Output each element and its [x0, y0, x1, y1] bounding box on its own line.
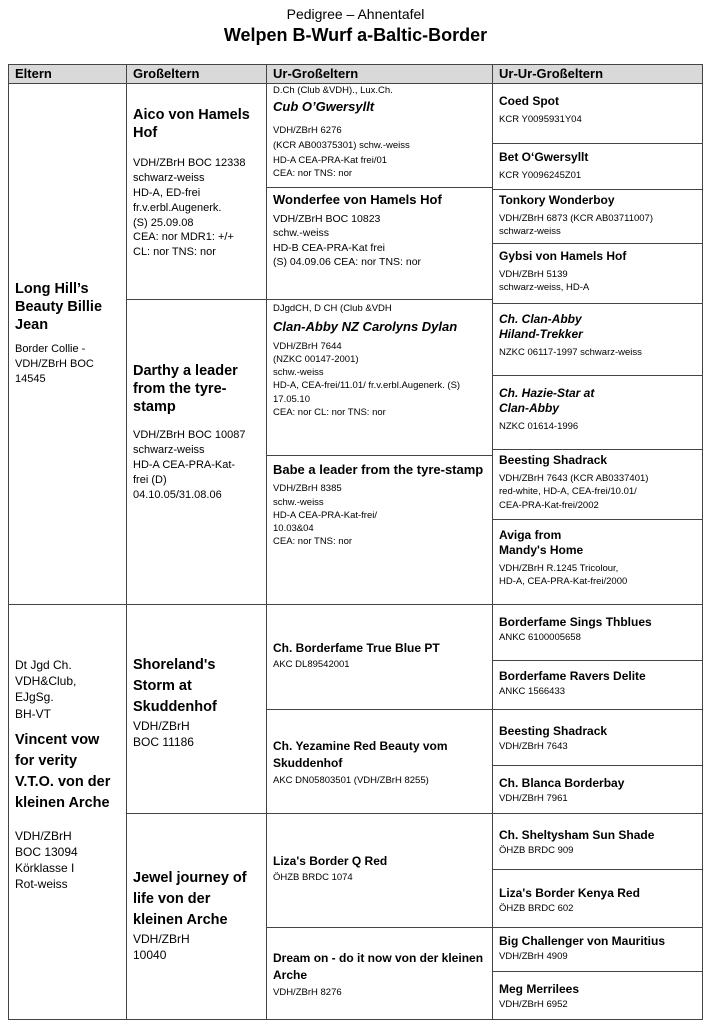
- great-grandparent-8-name: Dream on - do it now von der kleinen Arche: [273, 951, 484, 982]
- great-great-grandparent-16-name: Meg Merrilees: [499, 982, 580, 996]
- great-great-grandparent-6-cell: [493, 376, 703, 450]
- great-grandparent-1-title: D.Ch (Club &VDH)., Lux.Ch.: [273, 85, 393, 96]
- great-grandparent-7-info: ÖHZB BRDC 1074: [273, 872, 353, 883]
- grandparent-3-info: VDH/ZBrH BOC 11186: [133, 719, 194, 750]
- grandparent-3-name: Shoreland's Storm at Skuddenhof: [133, 657, 217, 716]
- great-great-grandparent-9-cell: [493, 605, 703, 661]
- parent-sire-info: Border Collie - VDH/ZBrH BOC 14545: [15, 343, 94, 386]
- column-header-eltern: Eltern: [9, 65, 127, 84]
- great-great-grandparent-13-info: ÖHZB BRDC 909: [499, 845, 574, 856]
- great-great-grandparent-8-name: Aviga from Mandy's Home: [499, 528, 584, 557]
- column-header-grosseltern: Großeltern: [127, 65, 267, 84]
- document-subtitle: Pedigree – Ahnentafel: [286, 6, 425, 22]
- great-great-grandparent-15-cell: [493, 928, 703, 972]
- great-great-grandparent-14-name: Liza's Border Kenya Red: [499, 886, 640, 900]
- document-title: Welpen B-Wurf a-Baltic-Border: [223, 25, 488, 45]
- great-grandparent-3-title: DJgdCH, D CH (Club &VDH: [273, 303, 392, 314]
- parent-dam-name: Vincent vow for verity V.T.O. von der kleinen Arche: [15, 731, 111, 811]
- parent-dam-info: VDH/ZBrH BOC 13094 Körklasse I Rot-weiss: [15, 828, 78, 892]
- great-great-grandparent-9-info: ANKC 6100005658: [499, 632, 581, 643]
- great-great-grandparent-8-info: VDH/ZBrH R.1245 Tricolour, HD-A, CEA-PRA-Kat-frei/2000: [499, 563, 628, 588]
- grandparent-4-info: VDH/ZBrH 10040: [133, 932, 190, 963]
- great-great-grandparent-2-cell: [493, 144, 703, 190]
- great-great-grandparent-3-info: VDH/ZBrH 6873 (KCR AB03711007) schwarz-weiss: [499, 213, 654, 238]
- great-grandparent-2-cell: [267, 188, 493, 300]
- great-great-grandparent-15-name: Big Challenger von Mauritius: [499, 934, 666, 948]
- great-great-grandparent-1-name: Coed Spot: [499, 94, 559, 108]
- great-great-grandparent-1-cell: [493, 84, 703, 144]
- great-great-grandparent-5-info: NZKC 06117-1997 schwarz-weiss: [499, 347, 642, 358]
- great-great-grandparent-11-name: Beesting Shadrack: [499, 724, 608, 738]
- great-great-grandparent-12-info: VDH/ZBrH 7961: [499, 793, 568, 804]
- great-great-grandparent-16-info: VDH/ZBrH 6952: [499, 999, 568, 1010]
- great-grandparent-5-cell: [267, 605, 493, 710]
- great-great-grandparent-14-info: ÖHZB BRDC 602: [499, 903, 574, 914]
- great-great-grandparent-1-info: KCR Y0095931Y04: [499, 114, 582, 125]
- column-header-ur-ur-grosseltern: Ur-Ur-Großeltern: [493, 65, 702, 84]
- grandparent-2-info: VDH/ZBrH BOC 10087 schwarz-weiss HD-A CEA-PRA-Kat- frei (D) 04.10.05/31.08.06: [133, 429, 246, 501]
- great-great-grandparent-12-name: Ch. Blanca Borderbay: [499, 776, 625, 790]
- grandparent-4-name: Jewel journey of life von der kleinen Arche: [133, 870, 247, 929]
- great-grandparent-4-cell: [267, 456, 493, 605]
- great-great-grandparent-6-info: NZKC 01614-1996: [499, 421, 579, 432]
- great-great-grandparent-15-info: VDH/ZBrH 4909: [499, 951, 568, 962]
- great-great-grandparent-2-name: Bet O‘Gwersyllt: [499, 150, 589, 164]
- grandparent-2-cell: [127, 300, 267, 605]
- great-great-grandparent-13-cell: [493, 814, 703, 870]
- great-grandparent-6-name: Ch. Yezamine Red Beauty vom Skuddenhof: [273, 739, 448, 770]
- parent-dam-cell: [9, 605, 127, 1020]
- great-great-grandparent-10-cell: [493, 661, 703, 710]
- great-grandparent-5-name: Ch. Borderfame True Blue PT: [273, 641, 440, 655]
- grandparent-1-name: Aico von Hamels Hof: [133, 107, 250, 142]
- parent-sire-cell: [9, 84, 127, 605]
- great-grandparent-1-cell: [267, 84, 493, 188]
- great-grandparent-6-cell: [267, 710, 493, 814]
- great-grandparent-3-info: VDH/ZBrH 7644 (NZKC 00147-2001) schw.-weiss HD-A, CEA-frei/11.01/ fr.v.erbl.Augenerk. (S) 17.05.10 CEA: nor CL: nor TNS: nor: [273, 340, 461, 419]
- great-grandparent-4-name: Babe a leader from the tyre-stamp: [273, 462, 484, 477]
- great-great-grandparent-3-name: Tonkory Wonderboy: [499, 193, 615, 207]
- great-great-grandparent-9-name: Borderfame Sings Thblues: [499, 615, 652, 629]
- great-great-grandparent-13-name: Ch. Sheltysham Sun Shade: [499, 828, 655, 842]
- column-header-ur-grosseltern: Ur-Großeltern: [267, 65, 493, 84]
- great-great-grandparent-2-info: KCR Y0096245Z01: [499, 170, 582, 181]
- great-grandparent-5-info: AKC DL89542001: [273, 659, 350, 670]
- great-grandparent-3-name: Clan-Abby NZ Carolyns Dylan: [273, 319, 458, 335]
- great-great-grandparent-10-name: Borderfame Ravers Delite: [499, 669, 646, 683]
- parent-dam-titles: Dt Jgd Ch. VDH&Club, EJgSg. BH-VT: [15, 658, 77, 721]
- great-grandparent-7-name: Liza's Border Q Red: [273, 854, 388, 868]
- great-great-grandparent-14-cell: [493, 870, 703, 928]
- great-grandparent-1-info: VDH/ZBrH 6276 (KCR AB00375301) schw.-weiss HD-A CEA-PRA-Kat frei/01 CEA: nor TNS: nor: [273, 124, 410, 180]
- great-great-grandparent-16-cell: [493, 972, 703, 1020]
- great-great-grandparent-7-info: VDH/ZBrH 7643 (KCR AB0337401) red-white, HD-A, CEA-frei/10.01/ CEA-PRA-Kat-frei/2002: [499, 473, 649, 511]
- grandparent-1-info: VDH/ZBrH BOC 12338 schwarz-weiss HD-A, ED-frei fr.v.erbl.Augenerk. (S) 25.09.08 CEA: nor MDR1: +/+ CL: nor TNS: nor: [133, 157, 246, 259]
- great-grandparent-2-name: Wonderfee von Hamels Hof: [273, 192, 442, 207]
- grandparent-1-cell: [127, 84, 267, 300]
- great-grandparent-7-cell: [267, 814, 493, 928]
- grandparent-3-cell: [127, 605, 267, 814]
- great-great-grandparent-4-info: VDH/ZBrH 5139 schwarz-weiss, HD-A: [499, 269, 590, 294]
- great-great-grandparent-4-cell: [493, 244, 703, 304]
- great-great-grandparent-7-name: Beesting Shadrack: [499, 453, 608, 467]
- great-grandparent-4-info: VDH/ZBrH 8385 schw.-weiss HD-A CEA-PRA-Kat-frei/ 10.03&04 CEA: nor TNS: nor: [273, 483, 377, 548]
- great-great-grandparent-11-info: VDH/ZBrH 7643: [499, 741, 568, 752]
- great-great-grandparent-12-cell: [493, 766, 703, 814]
- great-grandparent-3-cell: [267, 300, 493, 456]
- great-great-grandparent-7-cell: [493, 450, 703, 520]
- great-grandparent-2-info: VDH/ZBrH BOC 10823 schw.-weiss HD-B CEA-PRA-Kat frei (S) 04.09.06 CEA: nor TNS: nor: [273, 213, 422, 268]
- great-grandparent-8-info: VDH/ZBrH 8276: [273, 986, 342, 998]
- parent-sire-name: Long Hill’s Beauty Billie Jean: [15, 281, 103, 334]
- great-great-grandparent-8-cell: [493, 520, 703, 605]
- grandparent-2-name: Darthy a leader from the tyre-stamp: [133, 363, 238, 416]
- great-grandparent-1-name: Cub O’Gwersyllt: [273, 99, 375, 115]
- great-great-grandparent-6-name: Ch. Hazie-Star at Clan-Abby: [499, 386, 595, 415]
- great-great-grandparent-5-name: Ch. Clan-Abby Hiland-Trekker: [499, 312, 583, 341]
- great-great-grandparent-11-cell: [493, 710, 703, 766]
- great-great-grandparent-10-info: ANKC 1566433: [499, 686, 566, 697]
- great-great-grandparent-5-cell: [493, 304, 703, 376]
- great-great-grandparent-4-name: Gybsi von Hamels Hof: [499, 249, 627, 263]
- great-grandparent-6-info: AKC DN05803501 (VDH/ZBrH 8255): [273, 774, 429, 786]
- great-great-grandparent-3-cell: [493, 190, 703, 244]
- great-grandparent-8-cell: [267, 928, 493, 1020]
- grandparent-4-cell: [127, 814, 267, 1020]
